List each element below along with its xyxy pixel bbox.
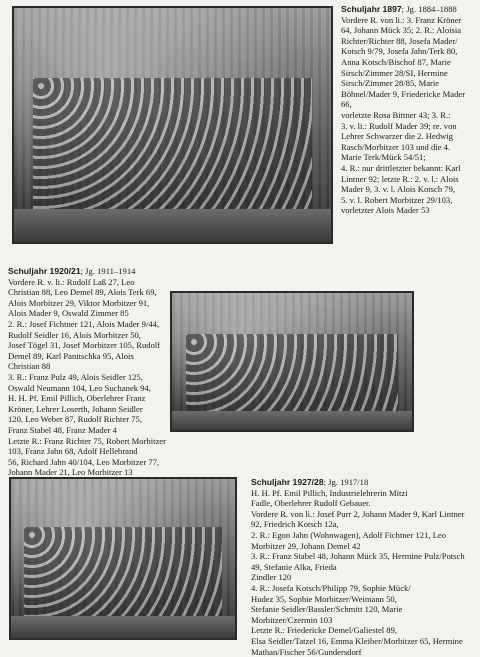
- caption-line: Sirsch/Zimmer 28/85, Marie Böhnel/Mader 9, Friedericke Mader 66,: [341, 78, 466, 110]
- caption-line: Elsa Seidler/Tatzel 16, Emma Kleiber/Morbitzer 65, Hermine Mathan/Fischer 56/Gundersdorf: [251, 635, 463, 657]
- caption-line: Letzte R.: Franz Richter 75, Robert Morbitzer 103, Franz Jahn 68, Adolf Hellebrand: [8, 435, 166, 457]
- caption-line: Morbitzer/Czermin 103: [251, 614, 333, 625]
- caption-line: 64, Johann Mück 35; 2. R.: Aloisia: [341, 25, 462, 36]
- caption-line: 2. R.: Egon Jahn (Wohnwagen), Adolf Fichtner 121, Leo Morbitzer 29, Johann Demel 42: [251, 529, 447, 551]
- class-photo-1897: [12, 6, 333, 244]
- caption-line: Hudez 35, Sophie Morbitzer/Weimann 50,: [251, 593, 397, 604]
- caption-line: Lintner 92; letzte R.: 2. v. l.: Alois: [341, 173, 459, 184]
- caption-line: Franz Stabel 48, Franz Mader 4: [8, 424, 117, 435]
- caption-1920-title: Schuljahr 1920/21; Jg. 1911–1914: [8, 266, 136, 276]
- caption-line: Johann Mader 21, Leo Morbitzer 13: [8, 467, 133, 478]
- caption-line: Christian 88: [8, 361, 51, 372]
- students-group: [186, 334, 397, 419]
- caption-line: Alois Mader 9, Oswald Zimmer 85: [8, 308, 129, 319]
- caption-line: Vordere R. von li.: Josef Purr 2, Johann Mader 9, Karl Lintner 92, Friedrich Kotsch 12a,: [251, 508, 465, 530]
- caption-line: Rasch/Morbitzer 103 und die 4.: [341, 141, 451, 152]
- students-group: [24, 527, 221, 626]
- caption-line: Marie Terk/Mück 54/51;: [341, 152, 426, 163]
- caption-1927: [251, 477, 477, 657]
- caption-line: Demel 89, Karl Panitschka 95, Alois: [8, 350, 134, 361]
- caption-1897-title: Schuljahr 1897; Jg. 1884–1888: [341, 4, 457, 14]
- caption-line: Kröner, Lehrer Loserth, Johann Seidler: [8, 403, 143, 414]
- caption-1927-body: [251, 488, 477, 657]
- ground: [14, 209, 331, 242]
- caption-line: Lehrer Schwarzer die 2. Hedwig: [341, 131, 453, 142]
- caption-line: 4. R.: nur drittletzter bekannt: Karl: [341, 162, 461, 173]
- caption-line: Fadle, Oberlehrer Rudolf Gebauer.: [251, 498, 371, 509]
- caption-line: Stefanie Seidler/Bassler/Schmitt 120, Marie: [251, 604, 403, 615]
- caption-line: 3. R.: Franz Pulz 49, Alois Seidler 125,: [8, 371, 143, 382]
- caption-line: H. H. Pf. Emil Pillich, Oberlehrer Franz: [8, 393, 146, 404]
- caption-line: Vordere R. von li.: 3. Franz Kröner: [341, 14, 462, 25]
- caption-line: Josef Tögel 31, Josef Morbitzer 105, Rudolf: [8, 340, 161, 351]
- caption-line: 3. R.: Franz Stabel 48, Johann Mück 35, Hermine Pulz/Potsch 49, Stefanie Alka, Frieda: [251, 551, 465, 572]
- class-photo-1920: [170, 291, 414, 432]
- caption-line: Alois Morbitzer 29, Viktor Morbitzer 91,: [8, 297, 150, 308]
- caption-line: Letzte R.: Friedericke Demel/Galiestel 89,: [251, 625, 398, 636]
- caption-line: 4. R.: Josefa Kotsch/Philipp 79, Sophie Mück/: [251, 582, 411, 593]
- caption-line: H. H. Pf. Emil Pillich, Industrielehrerin Mitzi: [251, 487, 408, 498]
- caption-line: vorletzte Rosa Bittner 43; 3. R.:: [341, 109, 451, 120]
- caption-line: Anna Kotsch/Bischof 87, Marie: [341, 56, 451, 67]
- caption-line: Vordere R. v. li.: Rudolf Laß 27, Leo Christian 88, Leo Demel 89, Alois Terk 69,: [8, 276, 157, 298]
- caption-1920-body: [8, 277, 168, 478]
- ground: [11, 616, 235, 638]
- caption-1920: [8, 266, 168, 478]
- caption-line: Richter/Richter 88, Josefa Mader/: [341, 35, 458, 46]
- caption-line: 5. v. l. Robert Morbitzer 29/103, vorletzter Alois Mader 53: [341, 194, 453, 216]
- caption-line: Rudolf Seidler 16, Alois Morbitzer 50,: [8, 329, 141, 340]
- caption-line: Kotsch 9/79, Josefa Jahn/Terk 80,: [341, 46, 458, 57]
- caption-line: Mader 9, 3. v. l. Alois Kotsch 79,: [341, 184, 456, 195]
- caption-line: 3. v. li.: Rudolf Mader 39; re. von: [341, 120, 457, 131]
- caption-line: 56, Richard Jahn 40/104, Leo Morbitzer 77,: [8, 456, 160, 467]
- caption-line: Zindler 120: [251, 572, 292, 583]
- caption-1927-title: Schuljahr 1927/28; Jg. 1917/18: [251, 477, 369, 487]
- class-photo-1927: [9, 477, 237, 640]
- caption-1897-body: [341, 15, 477, 216]
- caption-line: 120, Leo Weber 87, Rudolf Richter 75,: [8, 414, 142, 425]
- caption-1897: [341, 4, 477, 216]
- caption-line: Sirsch/Zimmer 28/SI, Hermine: [341, 67, 448, 78]
- caption-line: Oswald Neumann 104, Leo Suchanek 94,: [8, 382, 151, 393]
- caption-line: 2. R.: Josef Fichtner 121, Alois Mader 9/44,: [8, 318, 160, 329]
- students-group: [33, 78, 312, 223]
- ground: [172, 411, 412, 430]
